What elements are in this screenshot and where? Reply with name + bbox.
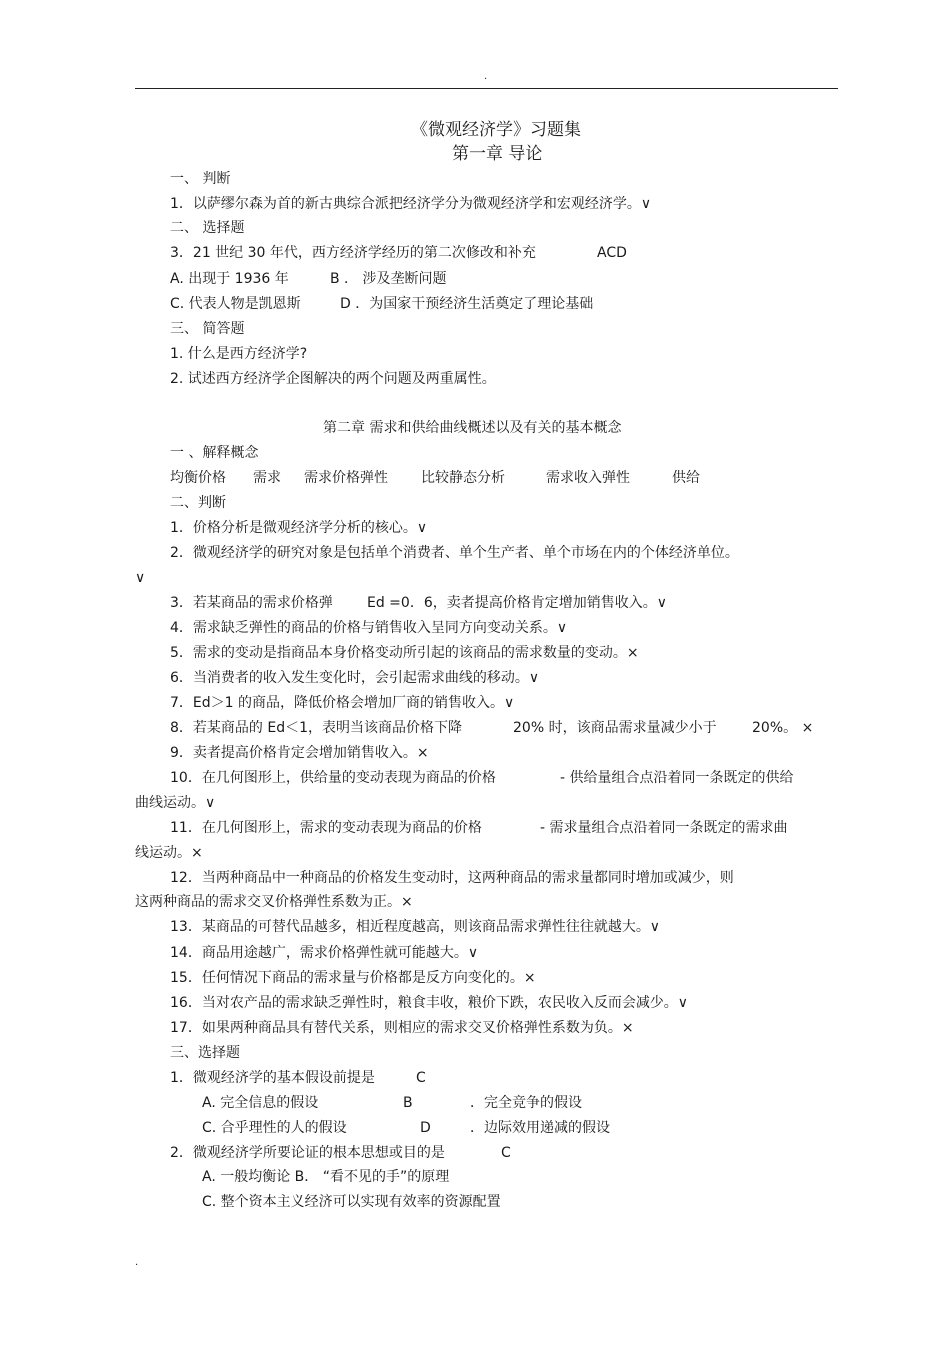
ch1-option-b: B ． 涉及垄断问题 xyxy=(330,271,447,287)
concept-term: 比较静态分析 xyxy=(421,470,505,486)
judge-item: 8．若某商品的 Ed＜1，表明当该商品价格下降 xyxy=(170,720,462,736)
choice-answer: C xyxy=(501,1145,511,1161)
judge-item: 9．卖者提高价格肯定会增加销售收入。× xyxy=(170,745,429,761)
choice-option-c: C. 合乎理性的人的假设 xyxy=(202,1120,347,1136)
chapter-1-heading: 第一章 导论 xyxy=(452,144,543,164)
choice-option-b: ．完全竞争的假设 xyxy=(470,1095,582,1111)
choice-option-d-letter: D xyxy=(420,1120,431,1136)
ch1-option-c: C. 代表人物是凯恩斯 xyxy=(170,296,301,312)
choice-question: 2．微观经济学所要论证的根本思想或目的是 xyxy=(170,1145,445,1161)
chapter-2-heading: 第二章 需求和供给曲线概述以及有关的基本概念 xyxy=(323,420,622,436)
judge-item: 3．若某商品的需求价格弹 xyxy=(170,595,333,611)
choice-option-a: A. 完全信息的假设 xyxy=(202,1095,319,1111)
ch2-section-judge: 二、判断 xyxy=(170,495,226,511)
header-dot: . xyxy=(484,71,488,82)
ch1-section-short: 三、 简答题 xyxy=(170,321,245,337)
judge-item-continued: 20% 时，该商品需求量减少小于 xyxy=(513,720,717,736)
ch1-short-question-2: 2. 试述西方经济学企图解决的两个问题及两重属性。 xyxy=(170,371,496,387)
ch1-judge-item: 1．以萨缪尔森为首的新古典综合派把经济学分为微观经济学和宏观经济学。∨ xyxy=(170,196,652,212)
judge-item-wrap: 曲线运动。∨ xyxy=(135,795,216,811)
judge-item: 11．在几何图形上，需求的变动表现为商品的价格 xyxy=(170,820,482,836)
judge-item-wrap: 这两种商品的需求交叉价格弹性系数为正。× xyxy=(135,894,413,910)
judge-item: 1．价格分析是微观经济学分析的核心。∨ xyxy=(170,520,428,536)
judge-item: 12．当两种商品中一种商品的价格发生变动时，这两种商品的需求量都同时增加或减少，则 xyxy=(170,870,734,886)
choice-option-b-letter: B xyxy=(403,1095,413,1111)
choice-question: 1．微观经济学的基本假设前提是 xyxy=(170,1070,375,1086)
judge-item-continued: - 需求量组合点沿着同一条既定的需求曲 xyxy=(540,820,788,836)
judge-item-continued: Ed =0．6，卖者提高价格肯定增加销售收入。∨ xyxy=(367,595,667,611)
ch1-option-a: A. 出现于 1936 年 xyxy=(170,271,289,287)
concept-term: 需求收入弹性 xyxy=(546,470,630,486)
ch1-section-judge: 一、 判断 xyxy=(170,171,231,187)
ch1-section-choice: 二、 选择题 xyxy=(170,220,245,236)
judge-item-continued: 20%。 × xyxy=(752,720,814,736)
judge-item: 2．微观经济学的研究对象是包括单个消费者、单个生产者、单个市场在内的个体经济单位。 xyxy=(170,545,739,561)
document-title: 《微观经济学》习题集 xyxy=(411,120,581,140)
choice-option-c: C. 整个资本主义经济可以实现有效率的资源配置 xyxy=(202,1194,501,1210)
judge-item: 14．商品用途越广，需求价格弹性就可能越大。∨ xyxy=(170,945,479,961)
concept-term: 供给 xyxy=(672,470,700,486)
ch1-choice-question: 3．21 世纪 30 年代，西方经济学经历的第二次修改和补充 xyxy=(170,245,536,261)
ch1-short-question-1: 1. 什么是西方经济学? xyxy=(170,346,308,362)
judge-item: 16．当对农产品的需求缺乏弹性时，粮食丰收，粮价下跌，农民收入反而会减少。∨ xyxy=(170,995,689,1011)
footer-dot: . xyxy=(135,1257,139,1268)
judge-item-mark: ∨ xyxy=(135,570,146,586)
ch2-section-concepts: 一 、解释概念 xyxy=(170,445,259,461)
choice-option-a: A. 一般均衡论 B． “看不见的手”的原理 xyxy=(202,1169,450,1185)
concept-term: 需求价格弹性 xyxy=(304,470,388,486)
concept-term: 均衡价格 xyxy=(170,470,226,486)
judge-item: 10．在几何图形上，供给量的变动表现为商品的价格 xyxy=(170,770,496,786)
judge-item-continued: - 供给量组合点沿着同一条既定的供给 xyxy=(560,770,794,786)
judge-item: 13．某商品的可替代品越多，相近程度越高，则该商品需求弹性往往就越大。∨ xyxy=(170,919,661,935)
concept-term: 需求 xyxy=(253,470,281,486)
judge-item: 15．任何情况下商品的需求量与价格都是反方向变化的。× xyxy=(170,970,536,986)
choice-answer: C xyxy=(416,1070,426,1086)
ch1-option-d: D ．为国家干预经济生活奠定了理论基础 xyxy=(340,296,594,312)
header-rule xyxy=(135,88,838,89)
judge-item: 5．需求的变动是指商品本身价格变动所引起的该商品的需求数量的变动。× xyxy=(170,645,639,661)
ch1-choice-answer: ACD xyxy=(597,245,627,261)
judge-item: 17．如果两种商品具有替代关系，则相应的需求交叉价格弹性系数为负。× xyxy=(170,1020,634,1036)
judge-item: 7．Ed＞1 的商品，降低价格会增加厂商的销售收入。∨ xyxy=(170,695,515,711)
judge-item: 4．需求缺乏弹性的商品的价格与销售收入呈同方向变动关系。∨ xyxy=(170,620,568,636)
ch2-section-choice: 三、选择题 xyxy=(170,1045,240,1061)
judge-item-wrap: 线运动。× xyxy=(135,845,203,861)
judge-item: 6．当消费者的收入发生变化时，会引起需求曲线的移动。∨ xyxy=(170,670,540,686)
choice-option-d: ．边际效用递减的假设 xyxy=(470,1120,610,1136)
